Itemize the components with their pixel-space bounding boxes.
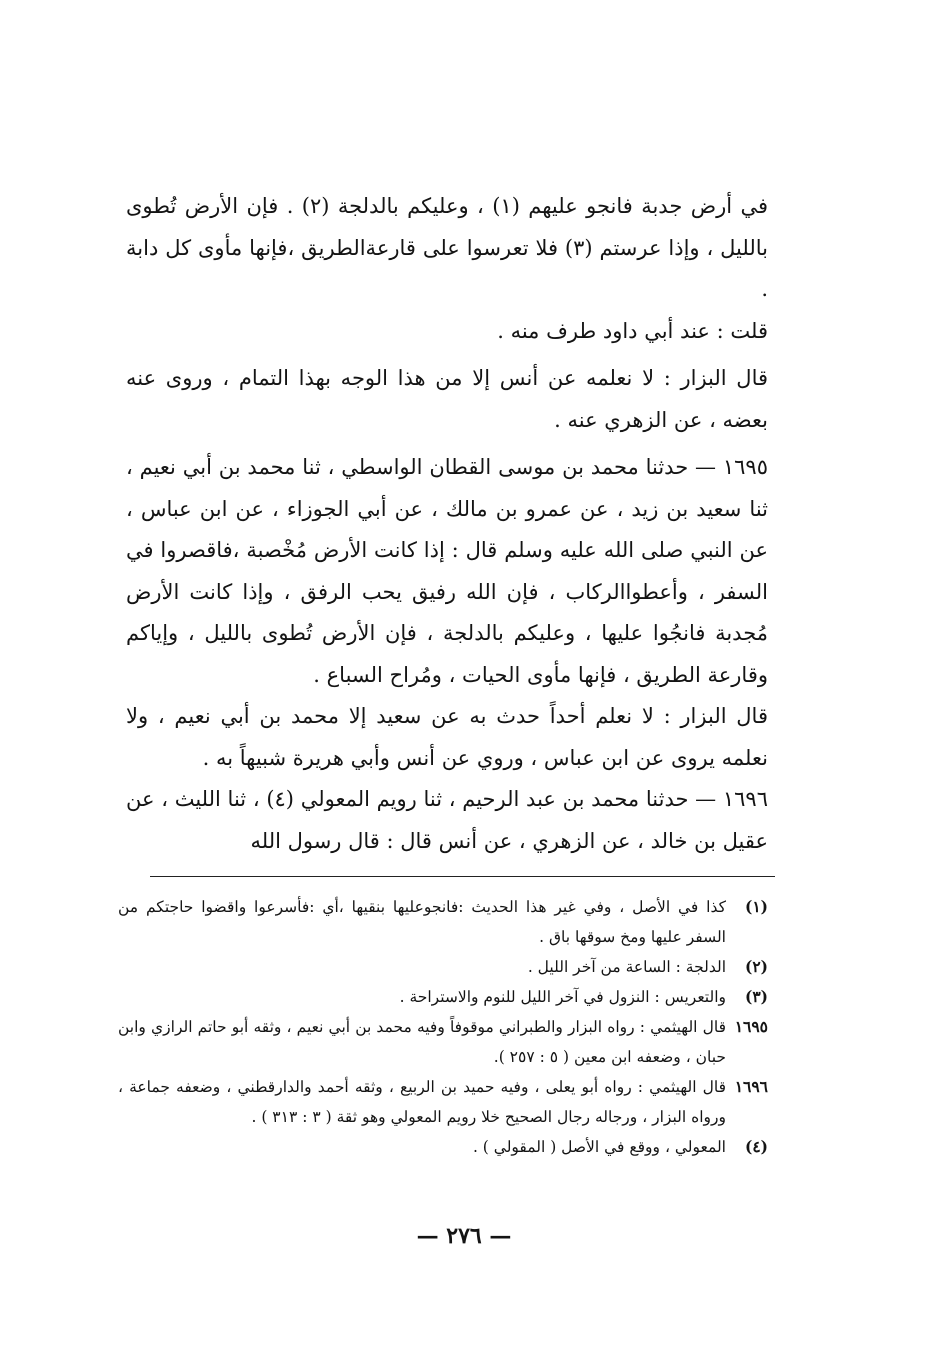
footnote-item (118, 1012, 768, 1072)
page-number: — ٢٧٦ — (416, 1223, 512, 1249)
footnote-separator (150, 876, 775, 877)
paragraph-note: قلت : عند أبي داود طرف منه . (497, 318, 768, 343)
footnote-item (118, 1072, 768, 1132)
footnote-item (118, 892, 768, 952)
footnote-marker: ١٦٩٥ (734, 1017, 768, 1036)
footnote-item (118, 982, 768, 1012)
footnote-marker: (١) (744, 897, 768, 916)
footnote-item (118, 952, 768, 982)
paragraph-bazzar-comment-1: قال البزار : لا نعلمه عن أنس إلا من هذا الوجه بهذا التمام ، وروى عنه بعضه ، عن الزهري عنه . (126, 366, 768, 432)
paragraph-hadith-1696: ١٦٩٦ — حدثنا محمد بن عبد الرحيم ، ثنا رويم المعولي (٤) ، ثنا الليث ، عن عقيل بن خالد ، عن الزهري ، عن أنس قال : قال رسول الله (126, 787, 768, 853)
footnote-text: والتعريس : النزول في آخر الليل للنوم والاستراحة . (399, 988, 726, 1006)
footnote-marker: ١٦٩٦ (734, 1077, 768, 1096)
footnotes (118, 892, 768, 1162)
main-text (126, 186, 768, 862)
footnote-text: المعولي ، ووقع في الأصل ( المقولي ) . (472, 1138, 726, 1156)
footnote-item (118, 1132, 768, 1162)
footnote-marker: (٢) (744, 957, 768, 976)
footnote-marker: (٤) (744, 1137, 768, 1156)
paragraph-bazzar-comment-2: قال البزار : لا نعلم أحداً حدث به عن سعيد إلا محمد بن أبي نعيم ، ولا نعلمه يروى عن ابن عباس ، وروي عن أنس وأبي هريرة شبيهاً به . (126, 704, 768, 770)
footnote-text: قال الهيثمي : رواه أبو يعلى ، وفيه حميد بن الربيع ، وثقه أحمد والدارقطني ، وضعفه جماعة ، ورواه البزار ، ورجاله رجال الصحيح خلا رويم المعولي وهو ثقة ( ٣ : ٣١٣ ) . (118, 1078, 726, 1126)
paragraph-hadith-1695: ١٦٩٥ — حدثنا محمد بن موسى القطان الواسطي ، ثنا محمد بن أبي نعيم ، ثنا سعيد بن زيد ، عن عمرو بن مالك ، عن أبي الجوزاء ، عن ابن عباس ، عن النبي صلى الله عليه وسلم قال : إذا كانت الأرض مُخْصبة ،فاقصروا في السفر ، وأعطواالركاب ، فإن الله رفيق يحب الرفق ، وإذا كانت الأرض مُجدبة فانجُوا عليها ، وعليكم بالدلجة ، فإن الأرض تُطوى بالليل ، وإياكم وقارعة الطريق ، فإنها مأوى الحيات ، ومُراح السباع . (126, 455, 768, 687)
footnote-text: الدلجة : الساعة من آخر الليل . (527, 958, 726, 976)
footnote-text: كذا في الأصل ، وفي غير هذا الحديث :فانجوعليها بنقيها ،أي :فأسرعوا واقضوا حاجتكم من السفر عليها ومخ سوقها باق . (118, 898, 726, 946)
footnote-text: قال الهيثمي : رواه البزار والطبراني موقوفاً وفيه محمد بن أبي نعيم ، وثقه أبو حاتم الرازي وابن حبان ، وضعفه ابن معين ( ٥ : ٢٥٧ ). (118, 1018, 726, 1066)
footnote-marker: (٣) (744, 987, 768, 1006)
paragraph-continuation: في أرض جدبة فانجو عليهم (١) ، وعليكم بالدلجة (٢) . فإن الأرض تُطوى بالليل ، وإذا عرستم (٣) فلا تعرسوا على قارعةالطريق ،فإنها مأوى كل دابة . (126, 194, 768, 301)
